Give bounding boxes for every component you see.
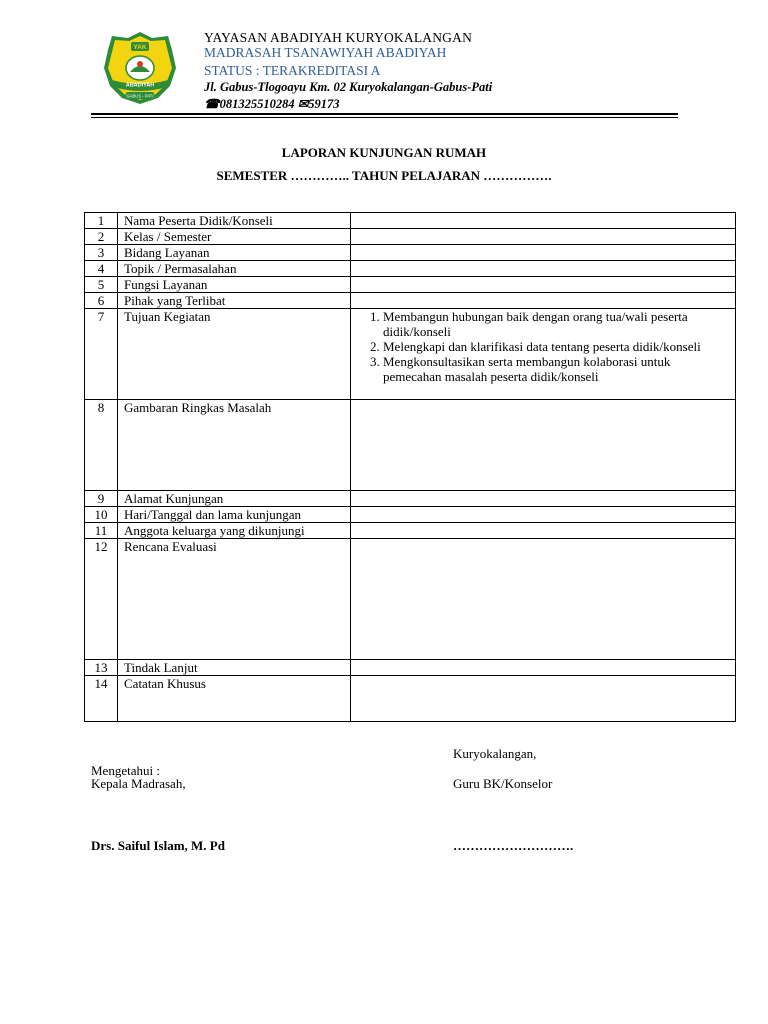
row-number: 8 bbox=[85, 400, 118, 491]
row-label: Fungsi Layanan bbox=[118, 277, 351, 293]
row-number: 6 bbox=[85, 293, 118, 309]
row-number: 12 bbox=[85, 539, 118, 660]
contact-line bbox=[204, 96, 339, 112]
row-number: 11 bbox=[85, 523, 118, 539]
row-value[interactable] bbox=[351, 491, 736, 507]
school-crest-logo bbox=[102, 30, 178, 106]
letterhead-divider-thick bbox=[91, 113, 678, 115]
row-number: 1 bbox=[85, 213, 118, 229]
letterhead-divider-thin bbox=[91, 117, 678, 118]
row-label: Kelas / Semester bbox=[118, 229, 351, 245]
table-row bbox=[85, 491, 736, 507]
table-row bbox=[85, 660, 736, 676]
row-label: Gambaran Ringkas Masalah bbox=[118, 400, 351, 491]
table-row bbox=[85, 539, 736, 660]
row-label: Catatan Khusus bbox=[118, 676, 351, 722]
goal-item: 3. Mengkonsultasikan serta membangun kolaborasi untuk pemecahan masalah peserta didik/konseli bbox=[383, 354, 729, 384]
table-row bbox=[85, 229, 736, 245]
acknowledged-label: Mengetahui : bbox=[91, 763, 160, 778]
accreditation-status: STATUS : TERAKREDITASI A bbox=[204, 63, 381, 78]
table-row bbox=[85, 277, 736, 293]
table-row bbox=[85, 507, 736, 523]
row-value[interactable] bbox=[351, 245, 736, 261]
table-row bbox=[85, 676, 736, 722]
row-value[interactable] bbox=[351, 261, 736, 277]
row-number: 5 bbox=[85, 277, 118, 293]
table-row bbox=[85, 523, 736, 539]
row-value bbox=[351, 309, 736, 400]
table-row bbox=[85, 400, 736, 491]
goal-item: 2. Melengkapi dan klarifikasi data tentang peserta didik/konseli bbox=[383, 339, 729, 354]
row-value[interactable] bbox=[351, 676, 736, 722]
row-label: Tujuan Kegiatan bbox=[118, 309, 351, 400]
logo-top-text: YAK bbox=[133, 44, 147, 51]
counselor-name-blank[interactable]: ………………………. bbox=[453, 838, 574, 853]
signature-place: Kuryokalangan, bbox=[453, 746, 537, 761]
row-number: 2 bbox=[85, 229, 118, 245]
row-value[interactable] bbox=[351, 213, 736, 229]
headmaster-name: Drs. Saiful Islam, M. Pd bbox=[91, 838, 225, 853]
row-label: Anggota keluarga yang dikunjungi bbox=[118, 523, 351, 539]
row-value[interactable] bbox=[351, 507, 736, 523]
row-number: 14 bbox=[85, 676, 118, 722]
row-value[interactable] bbox=[351, 277, 736, 293]
table-row bbox=[85, 293, 736, 309]
logo-bottom-text: GABUS - PATI bbox=[126, 93, 154, 99]
document-title: LAPORAN KUNJUNGAN RUMAH bbox=[281, 145, 487, 160]
goals-list bbox=[357, 309, 729, 384]
row-number: 10 bbox=[85, 507, 118, 523]
foundation-name: YAYASAN ABADIYAH KURYOKALANGAN bbox=[204, 30, 473, 45]
row-number: 7 bbox=[85, 309, 118, 400]
table-row bbox=[85, 213, 736, 229]
postal-code: 59173 bbox=[308, 97, 340, 111]
row-label: Nama Peserta Didik/Konseli bbox=[118, 213, 351, 229]
row-value[interactable] bbox=[351, 400, 736, 491]
visit-report-table bbox=[84, 212, 736, 722]
row-value[interactable] bbox=[351, 539, 736, 660]
row-value[interactable] bbox=[351, 229, 736, 245]
phone-icon: ☎ bbox=[204, 97, 220, 111]
row-number: 9 bbox=[85, 491, 118, 507]
row-number: 13 bbox=[85, 660, 118, 676]
row-value[interactable] bbox=[351, 293, 736, 309]
school-name: MADRASAH TSANAWIYAH ABADIYAH bbox=[204, 45, 447, 60]
table-body bbox=[85, 213, 736, 722]
row-label: Rencana Evaluasi bbox=[118, 539, 351, 660]
row-number: 3 bbox=[85, 245, 118, 261]
table-row bbox=[85, 309, 736, 400]
row-number: 4 bbox=[85, 261, 118, 277]
goal-item: 1. Membangun hubungan baik dengan orang tua/wali peserta didik/konseli bbox=[383, 309, 729, 339]
table-row bbox=[85, 261, 736, 277]
row-value[interactable] bbox=[351, 660, 736, 676]
document-subtitle: SEMESTER ………….. TAHUN PELAJARAN ……………. bbox=[216, 168, 552, 183]
row-label: Alamat Kunjungan bbox=[118, 491, 351, 507]
school-address: Jl. Gabus-Tlogoayu Km. 02 Kuryokalangan-Gabus-Pati bbox=[204, 80, 493, 94]
row-label: Tindak Lanjut bbox=[118, 660, 351, 676]
row-value[interactable] bbox=[351, 523, 736, 539]
logo-ribbon-text: ABADIYAH bbox=[125, 82, 155, 89]
table-row bbox=[85, 245, 736, 261]
mail-icon: ✉ bbox=[297, 97, 309, 111]
row-label: Pihak yang Terlibat bbox=[118, 293, 351, 309]
headmaster-title: Kepala Madrasah, bbox=[91, 776, 186, 791]
row-label: Topik / Permasalahan bbox=[118, 261, 351, 277]
phone-number: 081325510284 bbox=[219, 97, 295, 111]
row-label: Hari/Tanggal dan lama kunjungan bbox=[118, 507, 351, 523]
counselor-title: Guru BK/Konselor bbox=[453, 776, 553, 791]
row-label: Bidang Layanan bbox=[118, 245, 351, 261]
